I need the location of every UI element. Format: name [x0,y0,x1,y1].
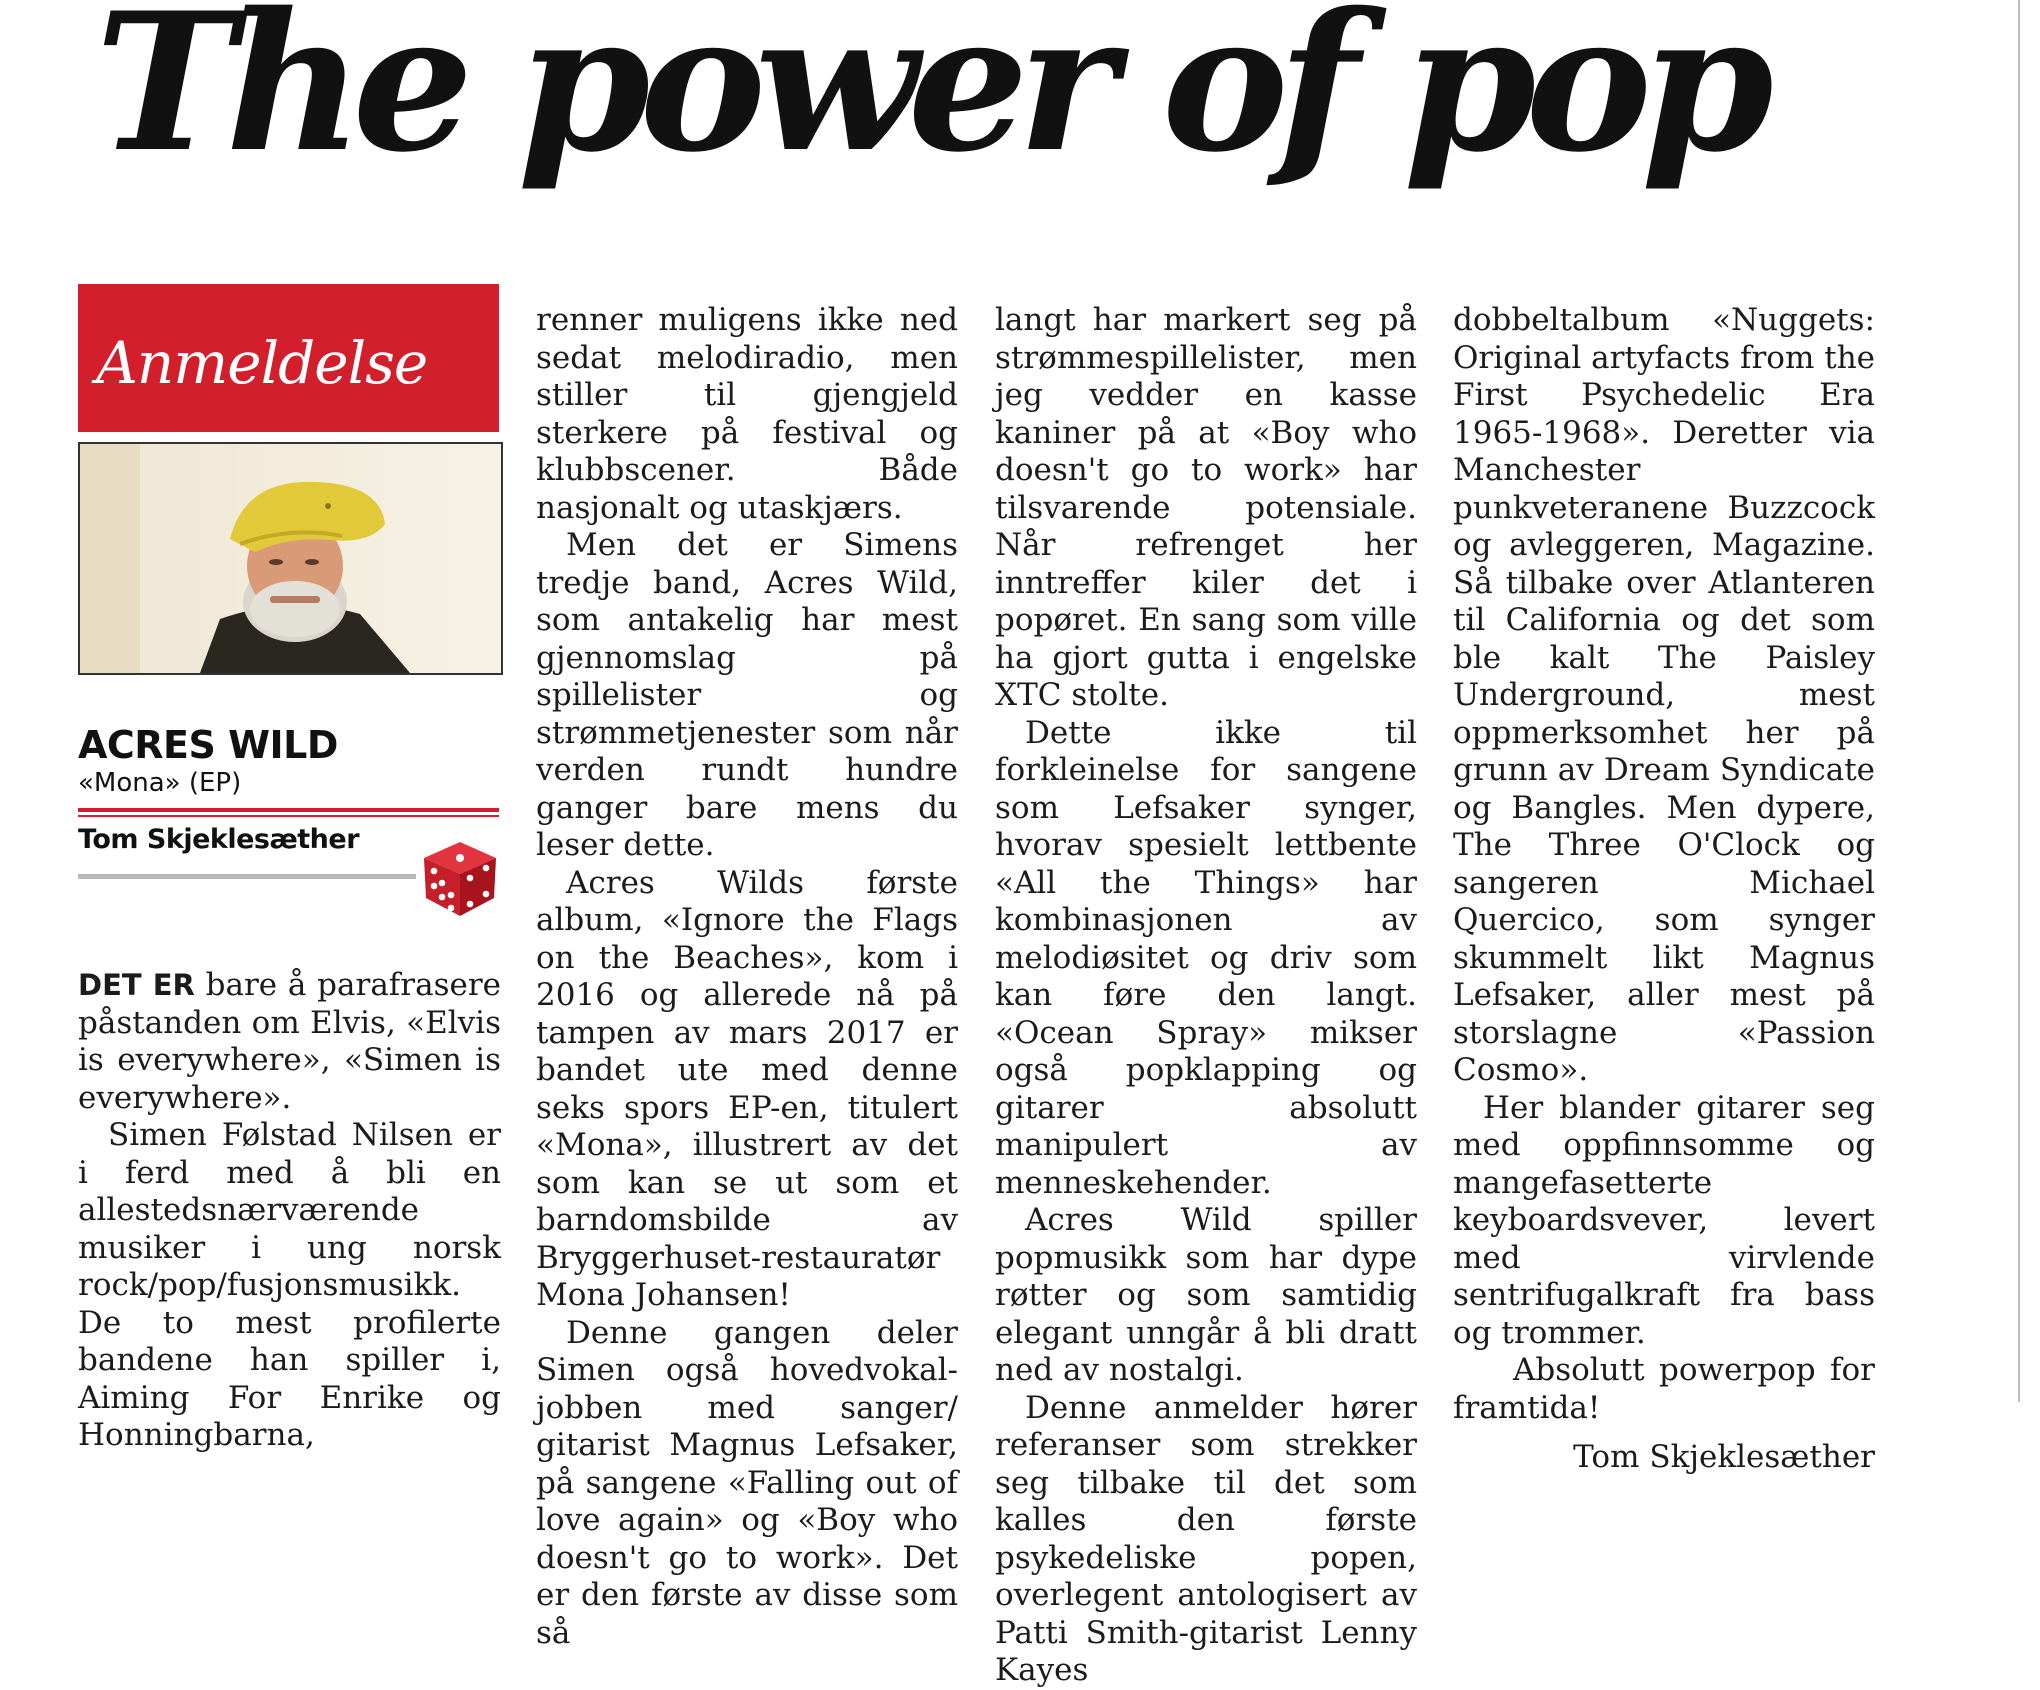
factbox-divider-bottom [78,874,416,879]
paragraph: renner muligens ikke ned sedat melodiradio, men stiller til gjengjeld sterkere på festival og klubbscener. Både nasjonalt og utaskjærs. [536,302,958,526]
article-column-3 [995,302,1417,1690]
factbox-reviewer: Tom Skjeklesæther [78,824,360,855]
lead-in: DET ER [78,968,195,1002]
factbox-artist: ACRES WILD [78,723,338,767]
paragraph: Her blander gitarer seg med oppfinnsomme og mangefasetterte keyboardsvever, levert med virvlende sentrifugalkraft fra bass og trommer. [1453,1089,1875,1351]
rating-die-icon [420,838,500,922]
paragraph-text: bare å parafrasere påstanden om Elvis, «Elvis is everywhere», «Simen is everywhere». [78,967,501,1116]
article-column-1 [78,967,501,1455]
paragraph: Absolutt powerpop for framtida! [1453,1352,1875,1426]
paragraph: Dette ikke til forkleinelse for sangene som Lefsaker synger, hvorav spesielt lettbente «All the Things» har kombinasjonen av melodiøsitet og driv som kan føre den langt. «Ocean Spray» mikser også popklapping og gitarer absolutt manipulert av menneskehender. [995,714,1417,1201]
paragraph: Acres Wilds første album, «Ignore the Flags on the Beaches», kom i 2016 og allerede nå på tampen av mars 2017 er bandet ute med denne seks spors EP-en, titulert «Mona», illustrert av det som kan se ut som et barndomsbilde av Bryggerhuset-restauratør Mona Johansen! [536,864,958,1313]
page-edge-rule [2018,0,2020,1402]
article-column-2 [536,302,958,1652]
paragraph: dobbeltalbum «Nuggets: Original artyfacts from the First Psychedelic Era 1965-1968». Deretter via Manchester punkveteranene Buzzcock og avleggeren, Magazine. Så tilbake over Atlanteren til California og det som ble kalt The Paisley Underground, mest oppmerksomhet her på grunn av Dream Syndicate og Bangles. Men dypere, The Three O'Clock og sangeren Michael Quercico, som synger skummelt likt Magnus Lefsaker, aller mest på storslagne «Passion Cosmo». [1453,302,1875,1088]
reviewer-photo [78,442,503,675]
factbox-divider-top [78,808,499,812]
paragraph: langt har markert seg på strømmespillelister, men jeg vedder en kasse kaniner på at «Boy who doesn't go to work» har tilsvarende potensiale. Når refrenget her inntreffer kiler det i popøret. En sang som ville ha gjort gutta i engelske XTC stolte. [995,302,1417,713]
kicker-label: Anmeldelse [96,329,428,397]
paragraph [78,967,501,1117]
headline: The power of pop [95,0,1763,194]
factbox-divider-thin [78,815,499,817]
paragraph: Men det er Simens tredje band, Acres Wild, som antakelig har mest gjennomslag på spillelister og strømmetjenester som når verden rundt hundre ganger bare mens du leser dette. [536,527,958,863]
paragraph: Denne anmelder hører referanser som strekker seg tilbake til det som kalles den første psykedeliske popen, overlegent antologisert av Patti Smith-gitarist Lenny Kayes [995,1389,1417,1688]
section-kicker [78,284,499,432]
paragraph: Acres Wild spiller popmusikk som har dype røtter og som samtidig elegant unngår å bli dratt ned av nostalgi. [995,1202,1417,1388]
paragraph: Simen Følstad Nilsen er i ferd med å bli en allestedsnærværende musiker i ung norsk rock/pop/fusjonsmusikk. De to mest profilerte bandene han spiller i, Aiming For Enrike og Honningbarna, [78,1117,501,1453]
paragraph: Denne gangen deler Simen også hovedvokal-jobben med sanger/ gitarist Magnus Lefsaker, på sangene «Falling out of love again» og «Boy who doesn't go to work». Det er den første av disse som så [536,1314,958,1651]
byline-signature: Tom Skjeklesæther [1573,1439,1875,1475]
article-column-4 [1453,302,1875,1477]
factbox-release: «Mona» (EP) [78,768,242,798]
